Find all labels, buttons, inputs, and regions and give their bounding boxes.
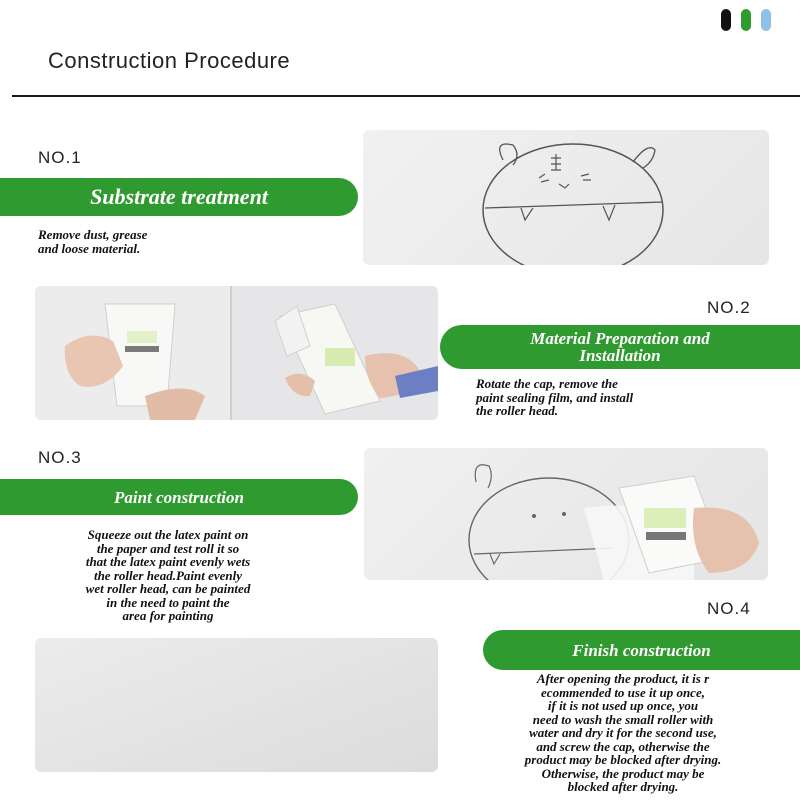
step-1-number: NO.1 xyxy=(38,148,82,167)
step-1-title-pill xyxy=(0,178,358,216)
substrate-sketch-photo xyxy=(363,130,769,265)
description-line: Squeeze out the latex paint on xyxy=(87,527,249,542)
step-1-description xyxy=(38,228,147,255)
finished-wall-photo xyxy=(35,638,438,772)
green-bar xyxy=(741,9,751,31)
blue-bar xyxy=(761,9,771,31)
description-line: blocked after drying. xyxy=(567,779,679,794)
description-line: that the latex paint evenly wets xyxy=(85,554,251,569)
description-line: Rotate the cap, remove the xyxy=(476,376,618,391)
page-title: Construction Procedure xyxy=(48,48,291,73)
step-2-title-pill xyxy=(440,325,800,369)
description-line: the roller head.Paint evenly xyxy=(93,567,243,583)
step-2-title-line: Material Preparation and xyxy=(530,329,710,348)
description-line: Otherwise, the product may be xyxy=(541,765,705,781)
description-line: need to wash the small roller with xyxy=(532,711,714,727)
description-line: ecommended to use it up once, xyxy=(541,684,705,700)
step-4-title: Finish construction xyxy=(572,640,711,660)
description-line: the roller head. xyxy=(476,403,558,418)
description-line: wet roller head, can be painted xyxy=(85,581,251,596)
step-3-title: Paint construction xyxy=(114,487,244,507)
description-line: if it is not used up once, you xyxy=(547,698,699,713)
description-line: area for painting xyxy=(122,608,214,623)
hamster-sketch-illustration xyxy=(363,130,769,265)
brand-color-bars xyxy=(721,9,781,33)
description-line: and screw the cap, otherwise the xyxy=(536,738,710,754)
description-line: Remove dust, grease xyxy=(38,227,148,242)
material-preparation-photo xyxy=(35,286,438,420)
description-line: paint sealing film, and install xyxy=(476,389,634,405)
description-line: After opening the product, it is r xyxy=(536,671,710,686)
description-line: and loose material. xyxy=(38,240,141,256)
black-bar xyxy=(721,9,731,31)
paint-construction-photo xyxy=(364,448,768,580)
step-3-number: NO.3 xyxy=(38,448,82,467)
step-2-title-line: Installation xyxy=(579,346,661,365)
roller-painting-illustration xyxy=(364,448,768,580)
step-2-number: NO.2 xyxy=(707,298,751,317)
step-3-title-pill xyxy=(0,479,358,515)
step-4-number: NO.4 xyxy=(707,599,751,618)
description-line: in the need to paint the xyxy=(106,594,230,610)
header-divider xyxy=(12,95,800,97)
step-2-description xyxy=(476,377,633,418)
step-3-description xyxy=(18,528,318,623)
step-1-title: Substrate treatment xyxy=(90,184,268,209)
description-line: product may be blocked after drying. xyxy=(524,752,722,767)
description-line: water and dry it for the second use, xyxy=(529,725,717,740)
step-4-description xyxy=(458,672,788,794)
paint-tube-hands-illustration xyxy=(35,286,438,420)
step-4-title-pill xyxy=(483,630,800,670)
description-line: the paper and test roll it so xyxy=(96,540,240,556)
